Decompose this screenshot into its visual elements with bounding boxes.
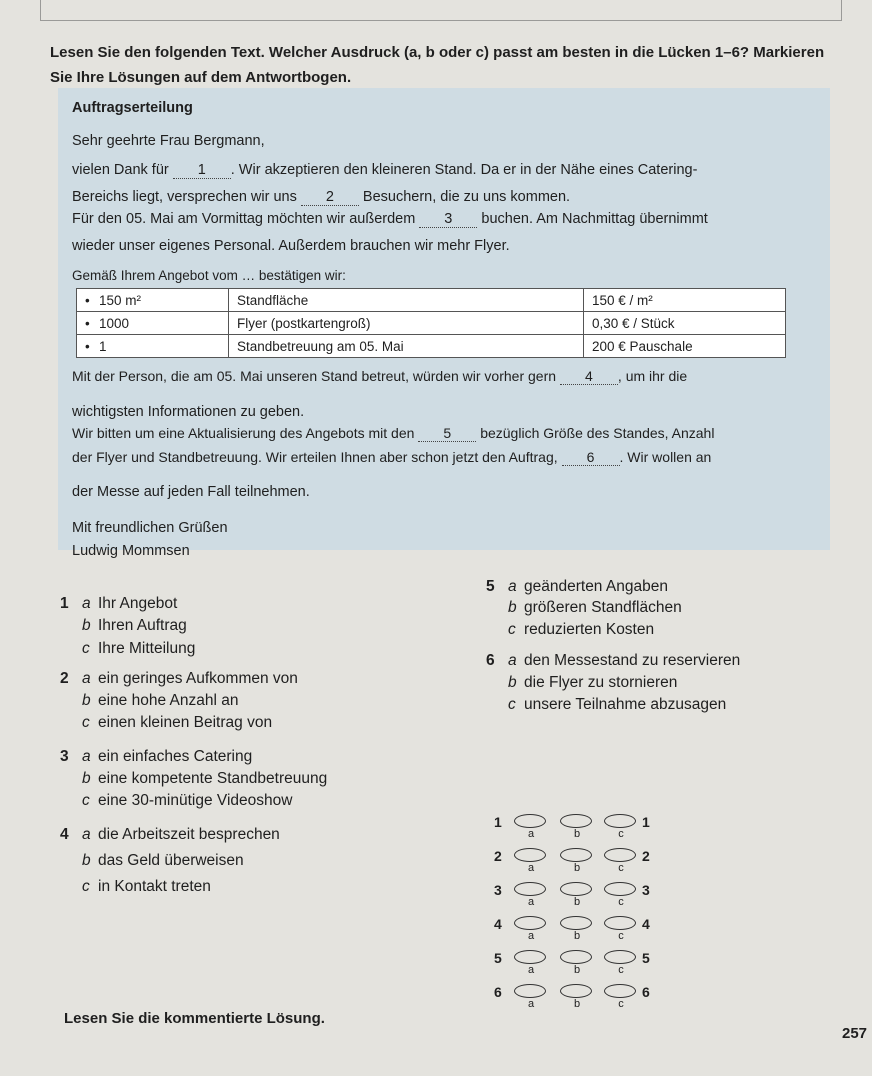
question-4-option-a: 4 a die Arbeitszeit besprechen (60, 826, 280, 843)
letter-line-3 (72, 211, 708, 228)
letter-line-6: wichtigsten Informationen zu geben. (72, 404, 305, 420)
page-number: 257 (842, 1025, 868, 1042)
offer-table (76, 288, 786, 358)
question-5-option-b: b größeren Standflächen (508, 599, 682, 616)
letter-line-5 (72, 368, 687, 385)
gap-5: 5 (418, 425, 476, 442)
question-2-option-c: c einen kleinen Beitrag von (82, 714, 273, 731)
question-6-option-a: 6 a den Messestand zu reservieren (486, 652, 741, 669)
letter-closing: Mit freundlichen Grüßen (72, 520, 228, 536)
text: Bereichs liegt, versprechen wir uns (72, 189, 297, 205)
answer-row: 2 a b c 2 (494, 848, 650, 874)
bullet-icon: • (85, 315, 90, 331)
question-6-option-c: c unsere Teilnahme abzusagen (508, 696, 727, 713)
letter-line-4: wieder unser eigenes Personal. Außerdem brauchen wir mehr Flyer. (72, 238, 510, 254)
answer-bubble[interactable] (560, 950, 592, 964)
text: buchen. Am Nachmittag übernimmt (481, 211, 708, 227)
question-5-option-a: 5 a geänderten Angaben (486, 578, 668, 595)
table-cell: 150 € / m² (584, 289, 786, 312)
answer-bubble[interactable] (604, 814, 636, 828)
question-4-option-b: b das Geld überweisen (82, 852, 244, 869)
table-cell: • 1000 (77, 312, 229, 335)
table-intro: Gemäß Ihrem Angebot vom … bestätigen wir: (72, 268, 346, 283)
text: Für den 05. Mai am Vormittag möchten wir außerdem (72, 211, 416, 227)
table-cell: Flyer (postkartengroß) (229, 312, 584, 335)
table-cell: Standbetreuung am 05. Mai (229, 335, 584, 358)
answer-bubble[interactable] (514, 882, 546, 896)
answer-bubble[interactable] (560, 916, 592, 930)
table-cell: Standfläche (229, 289, 584, 312)
table-cell: 0,30 € / Stück (584, 312, 786, 335)
letter-salutation: Sehr geehrte Frau Bergmann, (72, 133, 265, 149)
question-2-option-b: b eine hohe Anzahl an (82, 692, 239, 709)
question-6-option-b: b die Flyer zu stornieren (508, 674, 678, 691)
question-4-option-c: c in Kontakt treten (82, 878, 211, 895)
answer-bubble[interactable] (560, 882, 592, 896)
letter-title: Auftragserteilung (72, 100, 193, 116)
answer-bubble[interactable] (514, 950, 546, 964)
letter-signature: Ludwig Mommsen (72, 543, 190, 559)
footer-note: Lesen Sie die kommentierte Lösung. (64, 1010, 325, 1027)
answer-bubble[interactable] (514, 916, 546, 930)
answer-bubble[interactable] (604, 848, 636, 862)
bullet-icon: • (85, 292, 90, 308)
table-cell: • 150 m² (77, 289, 229, 312)
answer-sheet (492, 808, 672, 1012)
text: der Flyer und Standbetreuung. Wir erteilen Ihnen aber schon jetzt den Auftrag, (72, 449, 558, 465)
letter-line-7 (72, 425, 714, 442)
task-instruction: Lesen Sie den folgenden Text. Welcher Ausdruck (a, b oder c) passt am besten in die Lücken 1–6? Markieren Sie Ihre Lösungen auf dem Antwortbogen. (50, 44, 825, 86)
text: . Wir wollen an (619, 449, 712, 465)
answer-bubble[interactable] (604, 916, 636, 930)
question-5-option-c: c reduzierten Kosten (508, 621, 655, 638)
letter-line-8 (72, 449, 711, 466)
table-row (77, 312, 786, 335)
answer-bubble[interactable] (604, 950, 636, 964)
question-1-option-a: 1 a Ihr Angebot (60, 595, 178, 612)
gap-6: 6 (562, 449, 620, 466)
answer-row: 3 a b c 3 (494, 882, 650, 908)
answer-bubble[interactable] (560, 984, 592, 998)
text: bezüglich Größe des Standes, Anzahl (480, 425, 715, 441)
text: Besuchern, die zu uns kommen. (362, 189, 571, 205)
text: Wir bitten um eine Aktualisierung des Angebots mit den (72, 425, 415, 441)
bullet-icon: • (85, 338, 90, 354)
answer-row: 1 a b c 1 (494, 814, 650, 840)
previous-task-box (40, 0, 842, 21)
answer-bubble[interactable] (514, 984, 546, 998)
question-3-option-a: 3 a ein einfaches Catering (60, 748, 253, 765)
answer-bubble[interactable] (560, 848, 592, 862)
question-3-option-c: c eine 30-minütige Videoshow (82, 792, 293, 809)
gap-1: 1 (173, 162, 231, 179)
answer-row: 6 a b c 6 (494, 984, 650, 1010)
text: vielen Dank für (72, 162, 169, 178)
question-1-option-c: c Ihre Mitteilung (82, 640, 196, 657)
question-2-option-a: 2 a ein geringes Aufkommen von (60, 670, 298, 687)
gap-3: 3 (419, 211, 477, 228)
gap-4: 4 (560, 368, 618, 385)
question-1-option-b: b Ihren Auftrag (82, 617, 187, 634)
answer-bubble[interactable] (560, 814, 592, 828)
text: Mit der Person, die am 05. Mai unseren Stand betreut, würden wir vorher gern (72, 368, 557, 384)
answer-row: 5 a b c 5 (494, 950, 650, 976)
text: . Wir akzeptieren den kleineren Stand. Da er in der Nähe eines Catering- (230, 162, 698, 178)
answer-bubble[interactable] (514, 814, 546, 828)
letter-line-2 (72, 189, 570, 206)
answer-row: 4 a b c 4 (494, 916, 650, 942)
question-3-option-b: b eine kompetente Standbetreuung (82, 770, 328, 787)
letter-line-9: der Messe auf jeden Fall teilnehmen. (72, 484, 310, 500)
table-row (77, 335, 786, 358)
answer-bubble[interactable] (604, 882, 636, 896)
answer-bubble[interactable] (604, 984, 636, 998)
letter-line-1 (72, 162, 697, 179)
table-cell: 200 € Pauschale (584, 335, 786, 358)
table-row (77, 289, 786, 312)
gap-2: 2 (301, 189, 359, 206)
text: , um ihr die (617, 368, 688, 384)
answer-bubble[interactable] (514, 848, 546, 862)
table-cell: • 1 (77, 335, 229, 358)
